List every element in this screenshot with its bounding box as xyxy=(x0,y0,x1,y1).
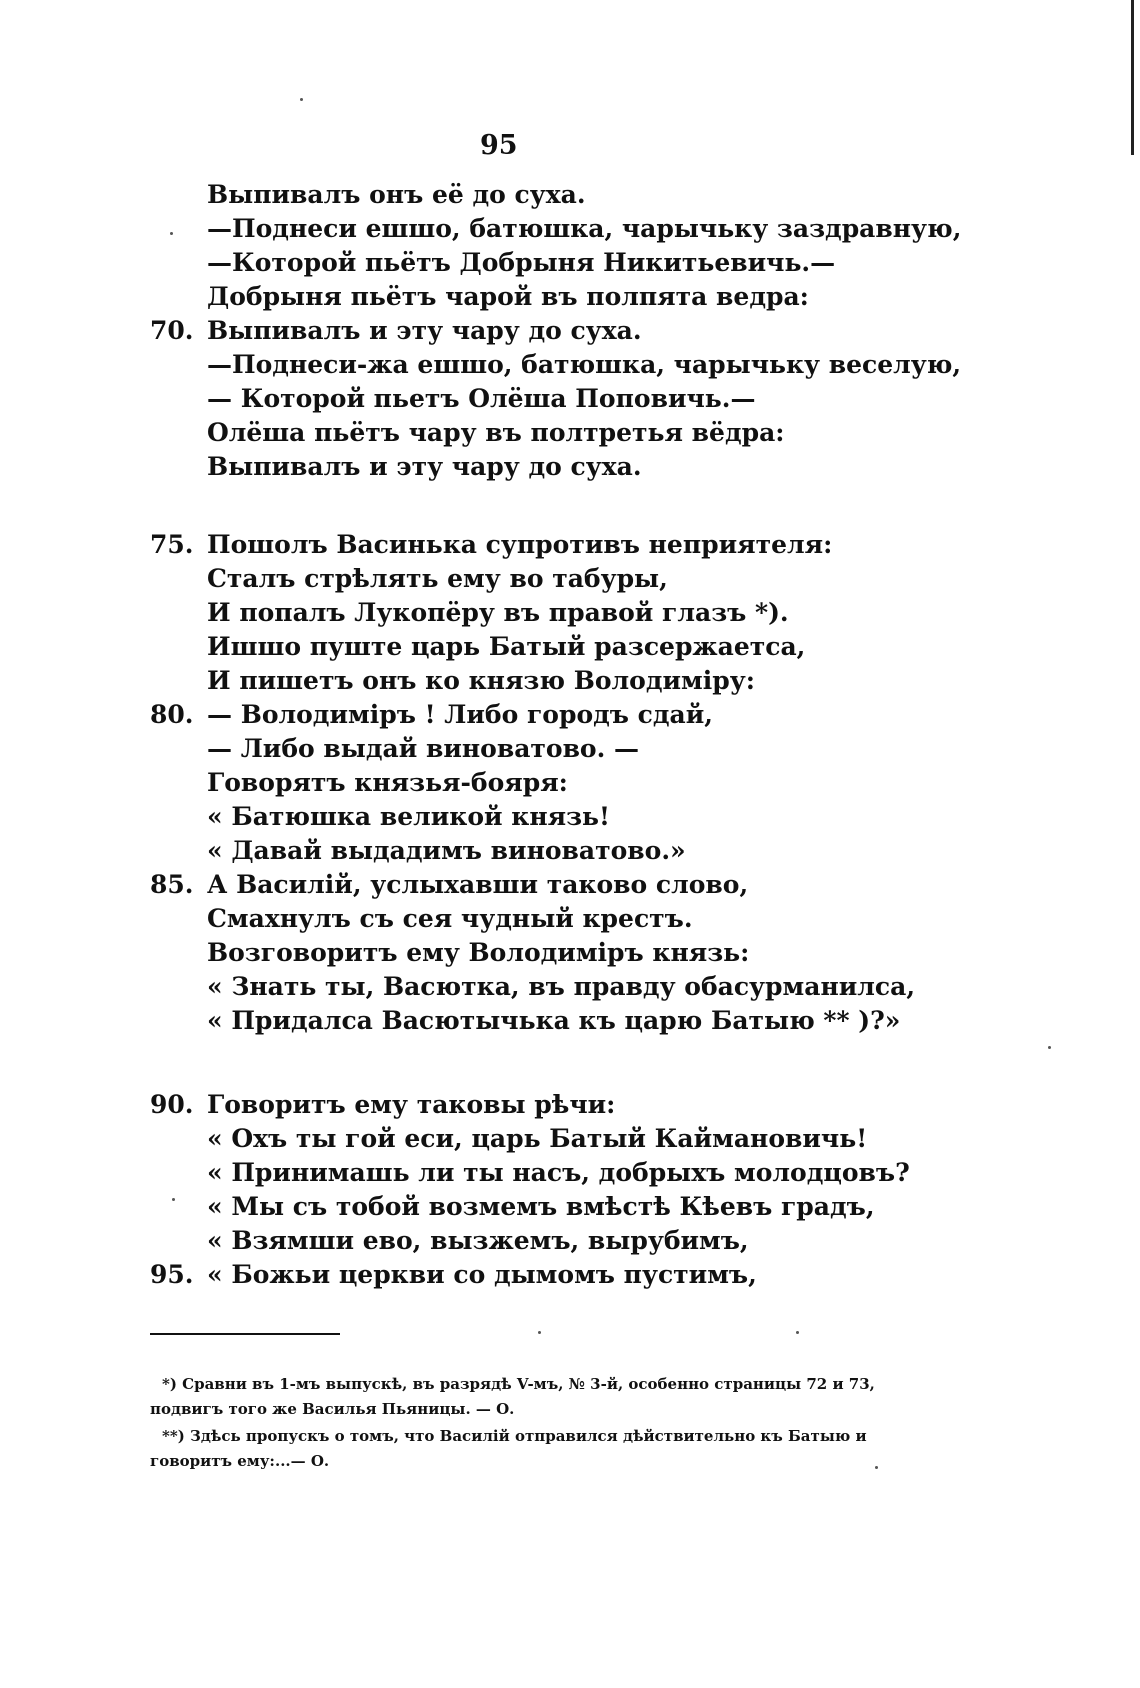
line-text: « Мы съ тобой возмемъ вмѣстѣ Кѣевъ градъ, xyxy=(207,1192,875,1221)
scan-speck xyxy=(172,1198,175,1201)
verse-line xyxy=(0,212,1140,246)
verse-line xyxy=(0,630,1140,664)
line-text: И попалъ Лукопёру въ правой глазъ *). xyxy=(207,598,789,627)
verse-line xyxy=(0,1258,1140,1292)
footnote-1: *) Сравни въ 1-мъ выпускѣ, въ разрядѣ V-мъ, № 3-й, особенно страницы 72 и 73, подвигъ того же Василья Пьяницы. — О. xyxy=(150,1375,875,1418)
line-text: Пошолъ Васинька супротивъ неприятеля: xyxy=(207,530,833,559)
line-text: Говоритъ ему таковы рѣчи: xyxy=(207,1090,616,1119)
verse-line xyxy=(0,868,1140,902)
line-text: — Либо выдай виноватово. — xyxy=(207,734,640,763)
footnotes xyxy=(150,1372,920,1476)
verse-line xyxy=(0,280,1140,314)
verse-line xyxy=(0,178,1140,212)
verse-line xyxy=(0,1088,1140,1122)
line-text: « Божьи церкви со дымомъ пустимъ, xyxy=(207,1260,757,1289)
line-text: Олёша пьётъ чару въ полтретья вёдра: xyxy=(207,418,785,447)
line-text: —Которой пьётъ Добрыня Никитьевичь.— xyxy=(207,248,836,277)
page-number: 95 xyxy=(480,130,518,161)
verse-line xyxy=(0,348,1140,382)
line-text: « Знать ты, Васютка, въ правду обасурманилса, xyxy=(207,972,916,1001)
verse-line xyxy=(0,902,1140,936)
scan-speck xyxy=(796,1331,799,1334)
verse-line xyxy=(0,664,1140,698)
verse-line xyxy=(0,1122,1140,1156)
line-text: « Взямши ево, вызжемъ, вырубимъ, xyxy=(207,1226,749,1255)
verse-line xyxy=(0,416,1140,450)
line-text: Говорятъ князья-бояря: xyxy=(207,768,568,797)
scan-speck xyxy=(1048,1046,1051,1049)
verse-line xyxy=(0,528,1140,562)
verse-line xyxy=(0,596,1140,630)
scan-speck xyxy=(538,1331,541,1334)
line-text: Возговоритъ ему Володиміръ князь: xyxy=(207,938,750,967)
line-text: Выпивалъ онъ её до суха. xyxy=(207,180,586,209)
page-edge-line xyxy=(1131,0,1134,155)
line-text: —Поднеси-жа ешшо, батюшка, чарычьку веселую, xyxy=(207,350,962,379)
scan-speck xyxy=(170,232,173,235)
verse-line xyxy=(0,314,1140,348)
line-text: Ишшо пуште царь Батый разсержаетса, xyxy=(207,632,806,661)
verse-line xyxy=(0,450,1140,484)
line-text: — Которой пьетъ Олёша Поповичь.— xyxy=(207,384,756,413)
verse-line xyxy=(0,936,1140,970)
verse-line xyxy=(0,382,1140,416)
stanza-2 xyxy=(0,528,1140,1038)
verse-line xyxy=(0,766,1140,800)
line-text: —Поднеси ешшо, батюшка, чарычьку заздравную, xyxy=(207,214,962,243)
line-text: « Принимашь ли ты насъ, добрыхъ молодцовъ? xyxy=(207,1158,910,1187)
line-number: 80. xyxy=(150,700,194,729)
verse-line xyxy=(0,834,1140,868)
scan-speck xyxy=(875,1466,878,1469)
verse-line xyxy=(0,800,1140,834)
line-number: 85. xyxy=(150,870,194,899)
footnote-2: **) Здѣсь пропускъ о томъ, что Василій отправился дѣйствительно къ Батыю и говоритъ ему:...— О. xyxy=(150,1427,867,1470)
line-text: Добрыня пьётъ чарой въ полпята ведра: xyxy=(207,282,809,311)
stanza-3 xyxy=(0,1088,1140,1292)
verse-line xyxy=(0,732,1140,766)
line-text: Выпивалъ и эту чару до суха. xyxy=(207,316,642,345)
line-text: Смахнулъ съ сея чудный крестъ. xyxy=(207,904,693,933)
line-text: Выпивалъ и эту чару до суха. xyxy=(207,452,642,481)
line-text: А Василій, услыхавши таково слово, xyxy=(207,870,749,899)
stanza-1 xyxy=(0,178,1140,484)
line-text: — Володиміръ ! Либо городъ сдай, xyxy=(207,700,713,729)
line-text: Сталъ стрѣлять ему во табуры, xyxy=(207,564,668,593)
verse-line xyxy=(0,1224,1140,1258)
verse-line xyxy=(0,1004,1140,1038)
line-text: « Охъ ты гой еси, царь Батый Каймановичь! xyxy=(207,1124,868,1153)
line-number: 70. xyxy=(150,316,194,345)
line-number: 90. xyxy=(150,1090,194,1119)
verse-line xyxy=(0,970,1140,1004)
footnote-divider xyxy=(150,1333,340,1335)
line-number: 75. xyxy=(150,530,194,559)
verse-line xyxy=(0,562,1140,596)
line-text: « Батюшка великой князь! xyxy=(207,802,610,831)
verse-line xyxy=(0,1156,1140,1190)
verse-line xyxy=(0,698,1140,732)
line-number: 95. xyxy=(150,1260,194,1289)
verse-line xyxy=(0,1190,1140,1224)
line-text: « Придалса Васютычька къ царю Батыю ** )?» xyxy=(207,1006,901,1035)
verse-line xyxy=(0,246,1140,280)
line-text: И пишетъ онъ ко князю Володиміру: xyxy=(207,666,755,695)
scan-speck xyxy=(300,98,303,101)
line-text: « Давай выдадимъ виноватово.» xyxy=(207,836,686,865)
